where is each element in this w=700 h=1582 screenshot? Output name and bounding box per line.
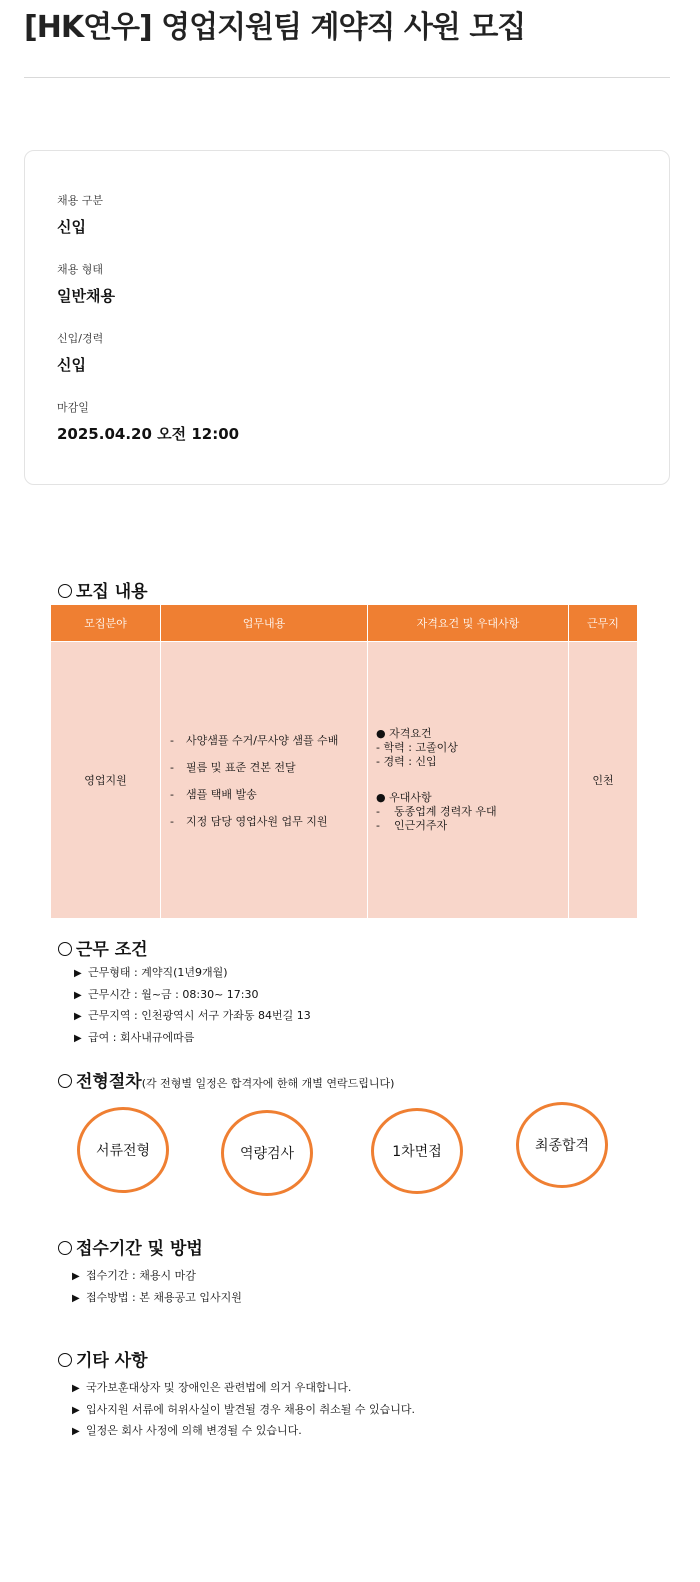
list-item: - 필름 및 표준 견본 전달	[170, 760, 296, 774]
conditions-section-heading	[58, 935, 148, 960]
circle-bullet-icon	[58, 1241, 72, 1255]
list-item	[72, 1422, 415, 1444]
qualification-title-text: 자격요건	[389, 727, 432, 740]
duty-text: 필름 및 표준 견본 전달	[186, 760, 296, 774]
list-item: - 경력 : 신입	[376, 755, 437, 768]
list-item	[72, 1401, 415, 1423]
field-cell: 영업지원	[51, 642, 161, 919]
duty-text: 샘플 택배 발송	[186, 787, 257, 801]
application-list	[72, 1267, 242, 1310]
condition-text: 근무형태 : 계약직(1년9개월)	[88, 966, 228, 979]
application-text: 접수방법 : 본 채용공고 입사지원	[86, 1290, 242, 1304]
conditions-heading-text: 근무 조건	[76, 940, 148, 960]
qualifications-cell	[368, 642, 569, 919]
circle-bullet-icon	[58, 942, 72, 956]
header-duties: 업무내용	[161, 605, 368, 642]
process-step-document: 서류전형	[77, 1107, 169, 1193]
triangle-bullet-icon: ▶	[74, 989, 82, 1001]
hire-type-item	[57, 192, 103, 237]
etc-list	[72, 1379, 415, 1444]
deadline-value: 2025.04.20 오전 12:00	[57, 425, 240, 443]
preference-text: 동종업계 경력자 우대	[393, 805, 497, 818]
list-item: - 동종업계 경력자 우대	[376, 805, 497, 818]
circle-bullet-icon	[58, 1074, 72, 1088]
preference-title-text: 우대사항	[389, 791, 432, 804]
circle-bullet-icon	[58, 1353, 72, 1367]
header-field: 모집분야	[51, 605, 161, 642]
etc-text: 국가보훈대상자 및 장애인은 관련법에 의거 우대합니다.	[86, 1381, 352, 1394]
list-item	[74, 964, 311, 986]
list-item	[74, 1007, 311, 1029]
preference-title: ● 우대사항	[376, 791, 432, 804]
process-heading-text: 전형절차	[76, 1072, 142, 1092]
condition-text: 급여 : 회사내규에따름	[88, 1030, 195, 1044]
career-level-label: 신입/경력	[57, 332, 104, 345]
recruit-heading-text: 모집 내용	[76, 582, 148, 602]
triangle-bullet-icon: ▶	[74, 968, 82, 979]
header-location: 근무지	[569, 605, 638, 642]
process-note: (각 전형별 일정은 합격자에 한해 개별 연락드립니다)	[141, 1077, 395, 1090]
deadline-item	[57, 399, 239, 444]
application-text: 접수기간 : 채용시 마감	[86, 1269, 196, 1282]
job-summary-card	[24, 150, 670, 485]
duty-text: 사양샘플 수거/무사양 샘플 수배	[186, 733, 339, 747]
etc-section-heading	[58, 1346, 148, 1371]
list-item: - 인근거주자	[376, 819, 448, 832]
process-section-heading	[58, 1067, 394, 1092]
triangle-bullet-icon: ▶	[72, 1271, 80, 1282]
qualification-text: 학력 : 고졸이상	[383, 741, 458, 754]
triangle-bullet-icon: ▶	[72, 1426, 80, 1437]
list-item	[74, 986, 311, 1008]
condition-text: 근무시간 : 월~금 : 08:30~ 17:30	[88, 987, 259, 1001]
title-divider	[24, 77, 670, 78]
process-step-final: 최종합격	[516, 1102, 608, 1188]
conditions-list	[74, 964, 311, 1050]
list-item: - 학력 : 고졸이상	[376, 741, 458, 754]
condition-text: 근무지역 : 인천광역시 서구 가좌동 84번길 13	[88, 1009, 311, 1022]
location-cell: 인천	[569, 642, 638, 919]
qualification-text: 경력 : 신입	[383, 755, 437, 768]
career-level-value: 신입	[57, 356, 86, 374]
deadline-label: 마감일	[57, 401, 89, 414]
career-level-item	[57, 330, 103, 375]
triangle-bullet-icon: ▶	[72, 1292, 80, 1304]
list-item	[72, 1267, 242, 1289]
list-item	[72, 1289, 242, 1311]
hire-type-value: 신입	[57, 218, 86, 236]
recruit-table-header-row	[51, 605, 638, 642]
qualification-title: ● 자격요건	[376, 727, 432, 740]
recruit-section-heading	[58, 577, 148, 602]
triangle-bullet-icon: ▶	[74, 1032, 82, 1044]
duties-cell	[161, 642, 368, 919]
preference-text: 인근거주자	[393, 819, 448, 832]
list-item: - 사양샘플 수거/무사양 샘플 수배	[170, 733, 339, 747]
duties-list	[161, 732, 367, 829]
etc-text: 입사지원 서류에 허위사실이 발견될 경우 채용이 취소될 수 있습니다.	[86, 1402, 415, 1416]
triangle-bullet-icon: ▶	[72, 1404, 80, 1416]
duty-text: 지정 담당 영업사원 업무 지원	[186, 814, 328, 828]
process-step-interview: 1차면접	[371, 1108, 463, 1194]
triangle-bullet-icon: ▶	[74, 1011, 82, 1022]
table-row	[51, 642, 638, 919]
process-step-assessment: 역량검사	[221, 1110, 313, 1196]
triangle-bullet-icon: ▶	[72, 1383, 80, 1394]
recruit-table	[50, 604, 638, 919]
etc-heading-text: 기타 사항	[76, 1351, 148, 1371]
list-item: - 지정 담당 영업사원 업무 지원	[170, 814, 328, 828]
list-item: - 샘플 택배 발송	[170, 787, 257, 801]
header-qualifications: 자격요건 및 우대사항	[368, 605, 569, 642]
list-item	[74, 1029, 311, 1051]
circle-bullet-icon	[58, 584, 72, 598]
list-item	[72, 1379, 415, 1401]
qualifications-block	[368, 727, 568, 833]
application-section-heading	[58, 1234, 203, 1259]
page-title: [HK연우] 영업지원팀 계약직 사원 모집	[24, 10, 526, 45]
employment-type-item	[57, 261, 115, 306]
application-heading-text: 접수기간 및 방법	[76, 1239, 203, 1259]
etc-text: 일정은 회사 사정에 의해 변경될 수 있습니다.	[86, 1424, 302, 1437]
employment-type-label: 채용 형태	[57, 263, 104, 276]
employment-type-value: 일반채용	[57, 287, 115, 305]
hire-type-label: 채용 구분	[57, 194, 104, 207]
